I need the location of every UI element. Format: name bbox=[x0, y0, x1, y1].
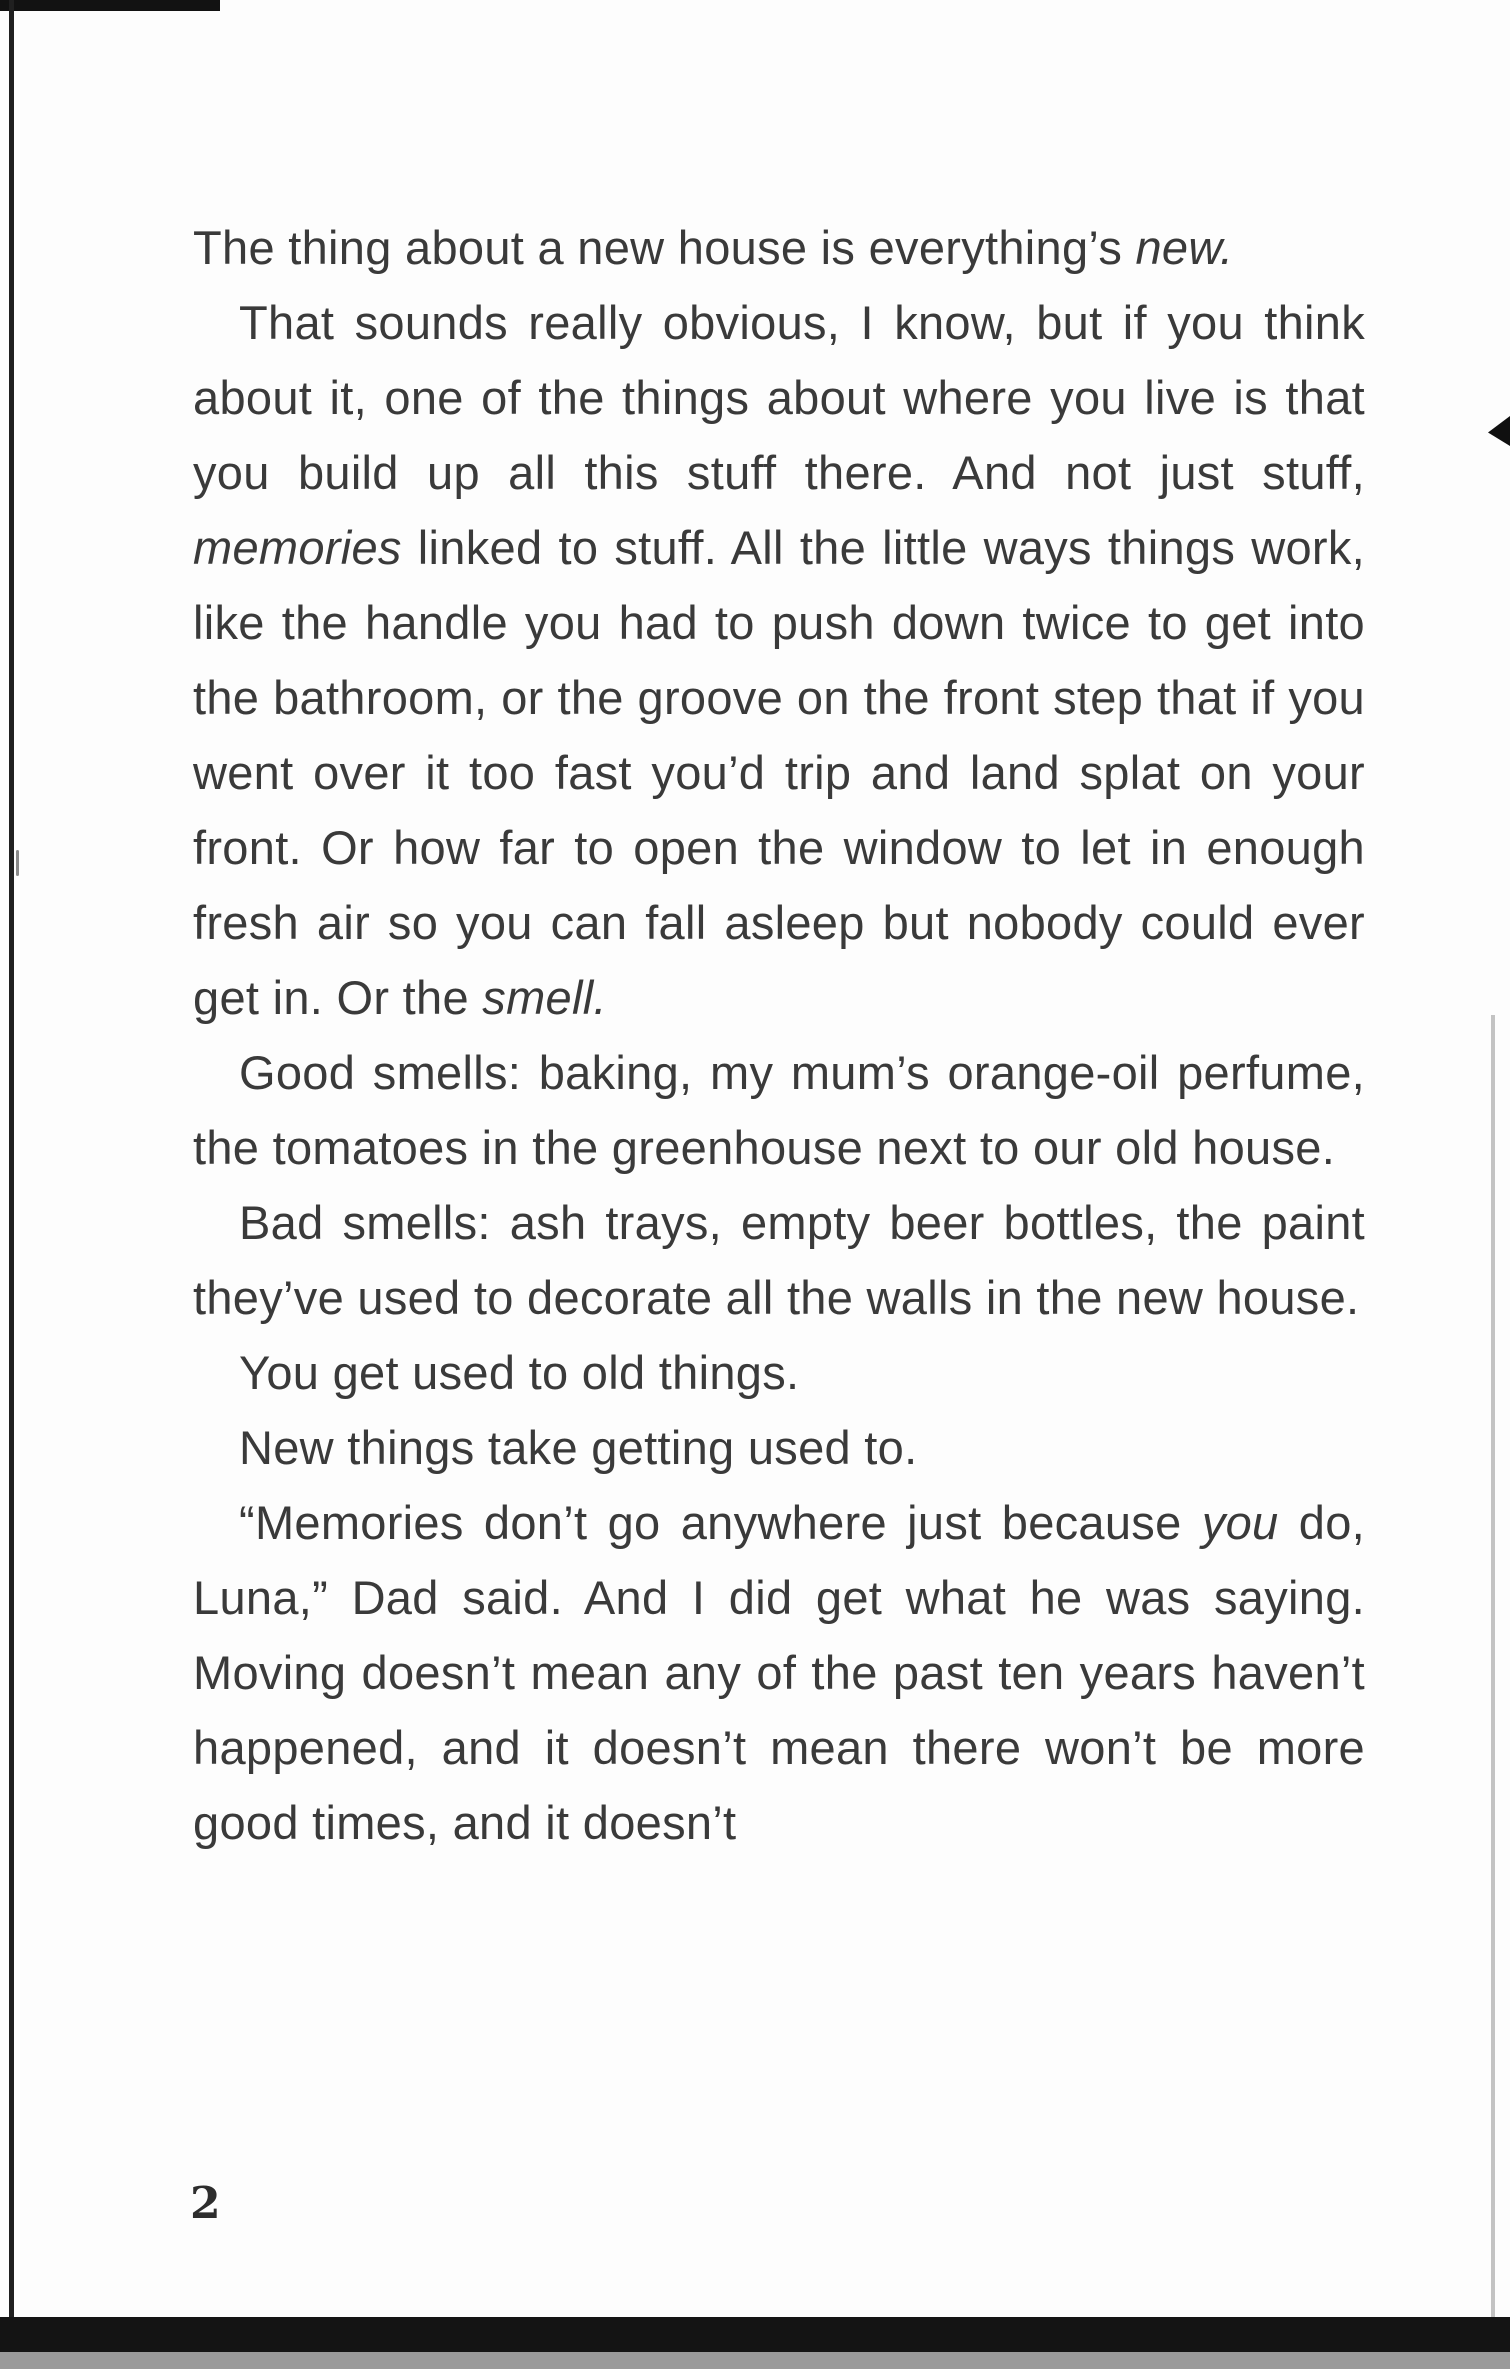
body-text: Bad smells: ash trays, empty beer bottles, the paint they’ve used to decorate all the walls in the new house. bbox=[193, 1196, 1365, 1324]
paragraph-3 bbox=[193, 1035, 1365, 1185]
italic-text: you bbox=[1201, 1496, 1279, 1549]
italic-text: new. bbox=[1135, 221, 1234, 274]
body-text: New things take getting used to. bbox=[239, 1421, 918, 1474]
body-text: You get used to old things. bbox=[239, 1346, 800, 1399]
scan-edge-top-left bbox=[0, 0, 220, 11]
scan-edge-left bbox=[9, 0, 14, 2369]
body-text: That sounds really obvious, I know, but if you think about it, one of the things about where you live is that you build up all this stuff there. And not just stuff, bbox=[193, 296, 1365, 499]
italic-text: smell. bbox=[482, 971, 607, 1024]
scan-edge-bottom bbox=[0, 2317, 1510, 2352]
page-number: 2 bbox=[190, 2178, 221, 2229]
body-text: Good smells: baking, my mum’s orange-oil perfume, the tomatoes in the greenhouse next to our old house. bbox=[193, 1046, 1365, 1174]
body-text: “Memories don’t go anywhere just because bbox=[239, 1496, 1202, 1549]
scan-edge-bottom-shadow bbox=[0, 2352, 1510, 2369]
paragraph-1 bbox=[193, 210, 1365, 285]
paragraph-2 bbox=[193, 285, 1365, 1035]
paragraph-5 bbox=[193, 1335, 1365, 1410]
body-text: do, Luna,” Dad said. And I did get what he was saying. Moving doesn’t mean any of the past ten years haven’t happened, and it doesn’t mean there won’t be more good times, and it doesn’t bbox=[193, 1496, 1365, 1849]
italic-text: memories bbox=[193, 521, 402, 574]
body-text-block bbox=[193, 210, 1365, 1860]
paragraph-4 bbox=[193, 1185, 1365, 1335]
scan-artifact-left-tick bbox=[16, 850, 19, 876]
body-text: The thing about a new house is everything’s bbox=[193, 221, 1136, 274]
paragraph-7 bbox=[193, 1485, 1365, 1860]
scan-edge-right bbox=[1491, 1015, 1495, 2317]
paragraph-6 bbox=[193, 1410, 1365, 1485]
scan-artifact-wedge bbox=[1488, 416, 1510, 446]
body-text: linked to stuff. All the little ways things work, like the handle you had to push down twice to get into the bathroom, or the groove on the front step that if you went over it too fast you’d trip and land splat on your front. Or how far to open the window to let in enough fresh air so you can fall asleep but nobody could ever get in. Or the bbox=[193, 521, 1365, 1024]
